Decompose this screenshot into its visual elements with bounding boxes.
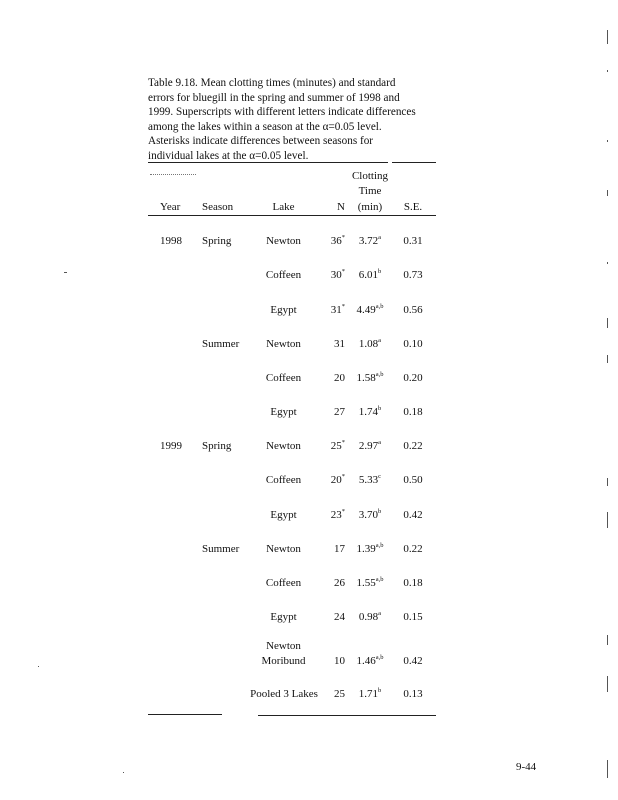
caption-line: Asterisks indicate differences between seasons for <box>148 135 374 148</box>
cell-lake: Egypt <box>270 611 297 623</box>
cell-n: 27 <box>334 406 345 418</box>
scan-speck <box>607 262 608 264</box>
scan-speck <box>123 772 124 773</box>
header-lake: Lake <box>272 201 295 213</box>
cell-se: 0.56 <box>403 304 423 316</box>
caption-line: individual lakes at the α=0.05 level. <box>148 149 309 162</box>
cell-lake: Egypt <box>270 304 297 316</box>
header-clotting-3: (min) <box>357 201 383 213</box>
scan-speck <box>607 140 608 142</box>
caption-line: errors for bluegill in the spring and summer of 1998 and <box>148 91 400 104</box>
cell-lake: Coffeen <box>265 372 302 384</box>
cell-lake: Newton <box>266 235 301 247</box>
cell-time: 1.74$^b$ <box>358 405 382 418</box>
cell-n: 31 <box>334 338 345 350</box>
cell-n: 20 <box>334 372 345 384</box>
scan-speck <box>607 190 608 196</box>
cell-n: 23* <box>330 508 345 521</box>
table-bottom-rule-left <box>148 714 222 715</box>
cell-time: 3.72$^a$ <box>358 234 382 247</box>
cell-lake: Coffeen <box>265 577 302 589</box>
header-rule <box>148 215 436 216</box>
cell-n: 10 <box>334 655 345 667</box>
cell-time: 1.39$^{a,b}$ <box>356 542 384 555</box>
cell-se: 0.15 <box>403 611 423 623</box>
cell-n: 20* <box>330 473 345 486</box>
cell-time: 5.33$^c$ <box>358 473 382 486</box>
cell-time: 1.58$^{a,b}$ <box>356 371 384 384</box>
table-caption <box>148 76 448 164</box>
table-top-rule-right <box>392 162 436 163</box>
caption-line: 1999. Superscripts with different letters indicate differences <box>148 106 416 119</box>
cell-se: 0.22 <box>403 543 423 555</box>
cell-lake-line1: Newton <box>266 640 301 652</box>
scan-speck <box>607 318 608 328</box>
cell-time: 1.08$^a$ <box>358 337 382 350</box>
cell-se: 0.18 <box>403 406 423 418</box>
header-year: Year <box>160 201 181 213</box>
scan-speck <box>607 635 608 645</box>
header-n: N <box>337 201 345 213</box>
table-bottom-rule-right <box>258 715 436 716</box>
cell-se: 0.13 <box>403 688 423 700</box>
cell-n: 31* <box>330 303 345 316</box>
cell-year: 1998 <box>160 235 182 247</box>
cell-n: 26 <box>334 577 345 589</box>
cell-se: 0.73 <box>403 269 423 281</box>
cell-lake: Coffeen <box>265 269 302 281</box>
caption-line: Table 9.18. Mean clotting times (minutes) and standard <box>148 77 396 89</box>
cell-lake: Egypt <box>270 406 297 418</box>
header-clotting-1: Clotting <box>351 170 389 182</box>
cell-lake: Newton <box>266 543 301 555</box>
scan-speck <box>38 666 39 667</box>
cell-n: 25 <box>334 688 345 700</box>
cell-n: 36* <box>330 234 345 247</box>
cell-lake: Newton <box>266 440 301 452</box>
scan-speck <box>607 30 608 44</box>
scan-speck <box>64 272 67 273</box>
scan-dotted-mark <box>150 174 196 175</box>
cell-time: 1.55$^{a,b}$ <box>356 576 384 589</box>
caption-line: among the lakes within a season at the α=0.05 level. <box>148 120 382 133</box>
cell-n: 30* <box>330 268 345 281</box>
cell-time: 0.98$^a$ <box>358 610 382 623</box>
scan-speck <box>607 478 608 486</box>
cell-se: 0.31 <box>403 235 423 247</box>
scan-speck <box>607 70 608 72</box>
header-season: Season <box>202 201 234 213</box>
cell-time: 1.46$^{a,b}$ <box>356 654 384 667</box>
cell-season: Summer <box>202 338 240 350</box>
scan-speck <box>607 676 608 692</box>
cell-time: 1.71$^b$ <box>358 687 382 700</box>
cell-n: 24 <box>334 611 345 623</box>
cell-se: 0.22 <box>403 440 423 452</box>
cell-season: Spring <box>202 440 232 452</box>
cell-time: 4.49$^{a,b}$ <box>356 303 384 316</box>
cell-se: 0.20 <box>403 372 423 384</box>
cell-lake: Newton <box>266 338 301 350</box>
cell-n: 17 <box>334 543 345 555</box>
cell-se: 0.42 <box>403 509 423 521</box>
cell-lake: Pooled 3 Lakes <box>250 688 318 700</box>
cell-se: 0.42 <box>403 655 423 667</box>
cell-season: Summer <box>202 543 240 555</box>
page-number: 9-44 <box>516 761 537 773</box>
cell-se: 0.18 <box>403 577 423 589</box>
cell-season: Spring <box>202 235 232 247</box>
table-top-rule <box>148 162 388 163</box>
cell-se: 0.50 <box>403 474 423 486</box>
scan-speck <box>607 760 608 778</box>
cell-time: 2.97$^a$ <box>358 439 382 452</box>
cell-n: 25* <box>330 439 345 452</box>
cell-time: 3.70$^b$ <box>358 508 382 521</box>
header-clotting-2: Time <box>358 185 382 197</box>
cell-lake: Moribund <box>261 655 306 667</box>
scan-speck <box>607 512 608 528</box>
cell-lake: Egypt <box>270 509 297 521</box>
cell-se: 0.10 <box>403 338 423 350</box>
scan-speck <box>607 355 608 363</box>
header-se: S.E. <box>403 201 423 213</box>
cell-time: 6.01$^b$ <box>358 268 382 281</box>
cell-year: 1999 <box>160 440 182 452</box>
cell-lake: Coffeen <box>265 474 302 486</box>
